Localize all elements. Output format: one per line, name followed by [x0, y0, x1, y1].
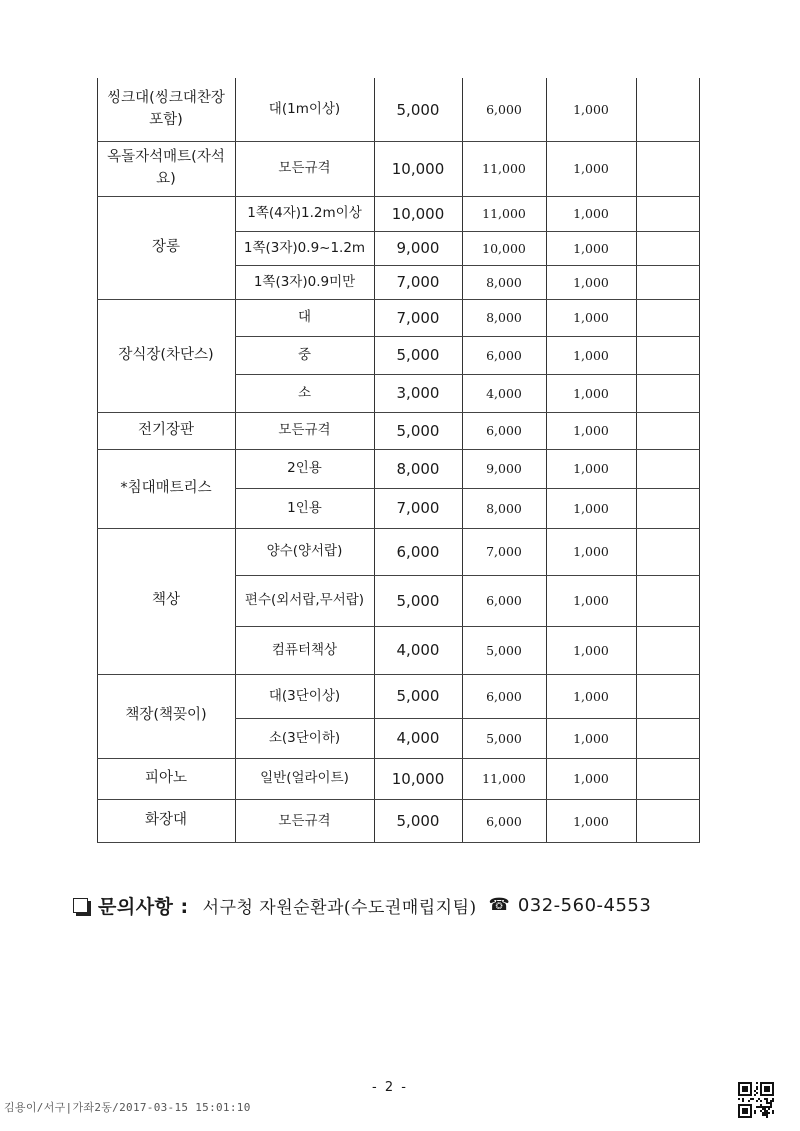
- fee3-value: 1,000: [573, 642, 609, 658]
- table-row-line: [235, 265, 700, 266]
- item-spec: 1쪽(3자)0.9~1.2m: [243, 239, 366, 256]
- fee3-value: 1,000: [573, 102, 609, 117]
- fee3-value: 1,000: [573, 274, 609, 290]
- table-row-line: [235, 626, 700, 627]
- fee2-value: 5,000: [486, 642, 522, 658]
- item-spec: 소(3단이하): [268, 729, 341, 746]
- table-column-line: [462, 78, 463, 843]
- fee-value: 10,000: [391, 204, 445, 223]
- item-name: 책장(책꽂이): [125, 707, 207, 724]
- table-row: [97, 718, 700, 758]
- fee3-value: 1,000: [573, 500, 609, 516]
- item-spec: 모든규격: [278, 812, 331, 829]
- fee3-value: 1,000: [573, 461, 609, 476]
- item-name: 장식장(차단스): [118, 346, 214, 363]
- fee-table: [97, 78, 700, 843]
- table-row: [97, 412, 700, 449]
- item-name: 옥돌자석매트(자석요): [107, 149, 225, 187]
- fee-value: 10,000: [391, 159, 445, 178]
- fee3-value: 1,000: [573, 730, 609, 746]
- fee-value: 5,000: [396, 421, 440, 440]
- table-column-line: [546, 78, 547, 843]
- fee-value: 9,000: [396, 239, 440, 257]
- fee-value: 10,000: [391, 769, 445, 788]
- fee2-value: 10,000: [482, 240, 526, 256]
- fee2-value: 6,000: [486, 347, 522, 363]
- fee-value: 5,000: [396, 346, 440, 364]
- table-row-line: [97, 842, 700, 843]
- table-column-line: [97, 78, 98, 843]
- fee2-value: 8,000: [486, 310, 522, 325]
- table-row-line: [97, 449, 700, 450]
- item-name: *침대매트리스: [120, 479, 212, 496]
- fee2-value: 6,000: [486, 813, 522, 829]
- fee2-value: 11,000: [482, 771, 526, 786]
- fee-value: 4,000: [396, 641, 440, 659]
- table-row-line: [97, 299, 700, 300]
- phone-icon: ☎: [488, 895, 510, 915]
- fee3-value: 1,000: [573, 688, 609, 704]
- table-row: [97, 575, 700, 626]
- fee3-value: 1,000: [573, 206, 609, 221]
- fee3-value: 1,000: [573, 544, 609, 559]
- fee-value: 7,000: [396, 273, 440, 291]
- item-spec: 대: [297, 309, 312, 326]
- table-row-line: [97, 674, 700, 675]
- table-row-line: [235, 488, 700, 489]
- item-spec: 소: [297, 384, 312, 401]
- qr-code-icon: [738, 1082, 774, 1118]
- table-row-line: [235, 231, 700, 232]
- fee-value: 5,000: [396, 591, 440, 610]
- page-number: - 2 -: [372, 1080, 408, 1095]
- fee3-value: 1,000: [573, 310, 609, 325]
- item-name: 책상: [151, 592, 180, 609]
- fee-value: 3,000: [396, 384, 440, 402]
- fee-value: 8,000: [396, 459, 440, 478]
- table-row: [97, 265, 700, 299]
- table-row-line: [97, 412, 700, 413]
- table-row: [97, 141, 700, 196]
- fee3-value: 1,000: [573, 161, 609, 176]
- table-row: [97, 449, 700, 496]
- fee-value: 5,000: [396, 812, 440, 830]
- table-row: [97, 231, 700, 265]
- table-row: [97, 336, 700, 374]
- fee2-value: 8,000: [486, 274, 522, 290]
- fee3-value: 1,000: [573, 813, 609, 829]
- item-name: 피아노: [144, 769, 188, 786]
- fee3-value: 1,000: [573, 593, 609, 608]
- contact-phone[interactable]: 032-560-4553: [517, 894, 652, 916]
- fee2-value: 6,000: [486, 423, 522, 438]
- table-row-line: [235, 374, 700, 375]
- fee-value: 7,000: [396, 308, 440, 327]
- contact-department: 서구청 자원순환과(수도권매립지팀): [202, 897, 477, 918]
- table-column-line: [374, 78, 375, 843]
- item-name: 씽크대(씽크대찬장포함): [107, 90, 225, 128]
- fee3-value: 1,000: [573, 385, 609, 401]
- table-row-line: [235, 336, 700, 337]
- table-row: [97, 626, 700, 674]
- item-name: 장롱: [151, 238, 180, 255]
- item-spec: 1쪽(4자)1.2m이상: [247, 205, 362, 222]
- contact-label: 문의사항 :: [98, 895, 189, 918]
- fee3-value: 1,000: [573, 347, 609, 363]
- table-row-line: [97, 758, 700, 759]
- item-spec: 양수(양서랍): [266, 543, 343, 560]
- fee-value: 5,000: [396, 687, 440, 705]
- item-spec: 2인용: [287, 460, 322, 477]
- fee-value: 4,000: [396, 729, 440, 747]
- table-row: [97, 799, 700, 843]
- fee-value: 5,000: [396, 100, 440, 119]
- item-spec: 대(3단이상): [268, 687, 341, 704]
- fee2-value: 4,000: [486, 385, 522, 401]
- item-spec: 중: [297, 346, 312, 363]
- table-column-line: [636, 78, 637, 843]
- fee2-value: 6,000: [486, 102, 522, 117]
- table-row: [97, 674, 700, 724]
- item-spec: 일반(얼라이트): [260, 770, 349, 787]
- checkbox-square-icon: [73, 898, 88, 913]
- table-row: [97, 374, 700, 412]
- table-column-line: [235, 78, 236, 843]
- item-spec: 모든규격: [278, 422, 331, 439]
- fee2-value: 9,000: [486, 461, 522, 476]
- table-row-line: [97, 196, 700, 197]
- table-row-line: [235, 575, 700, 576]
- table-row: [97, 758, 700, 799]
- table-row-line: [97, 141, 700, 142]
- table-column-line: [699, 78, 700, 843]
- fee2-value: 5,000: [486, 730, 522, 746]
- fee2-value: 6,000: [486, 688, 522, 704]
- item-spec: 모든규격: [278, 160, 331, 177]
- fee2-value: 7,000: [486, 544, 522, 559]
- fee3-value: 1,000: [573, 240, 609, 256]
- fee-value: 7,000: [396, 499, 440, 517]
- table-row: [97, 488, 700, 528]
- item-name: 전기장판: [137, 421, 195, 438]
- print-stamp: 김용이/서구|가좌2동/2017-03-15 15:01:10: [4, 1101, 251, 1114]
- item-spec: 컴퓨터책상: [271, 641, 338, 658]
- item-spec: 대(1m이상): [268, 101, 341, 118]
- item-spec: 1인용: [287, 499, 322, 516]
- table-row: [97, 78, 700, 141]
- fee2-value: 8,000: [486, 500, 522, 516]
- fee2-value: 11,000: [482, 206, 526, 221]
- fee2-value: 6,000: [486, 593, 522, 608]
- item-name: 화장대: [144, 812, 188, 829]
- fee-value: 6,000: [396, 542, 440, 561]
- contact-info: [73, 892, 651, 918]
- fee3-value: 1,000: [573, 423, 609, 438]
- item-spec: 1쪽(3자)0.9미만: [253, 273, 356, 290]
- table-row-line: [235, 718, 700, 719]
- fee2-value: 11,000: [482, 161, 526, 176]
- table-row-line: [97, 528, 700, 529]
- item-spec: 편수(외서랍,무서랍): [244, 592, 365, 609]
- table-row-line: [97, 799, 700, 800]
- fee3-value: 1,000: [573, 771, 609, 786]
